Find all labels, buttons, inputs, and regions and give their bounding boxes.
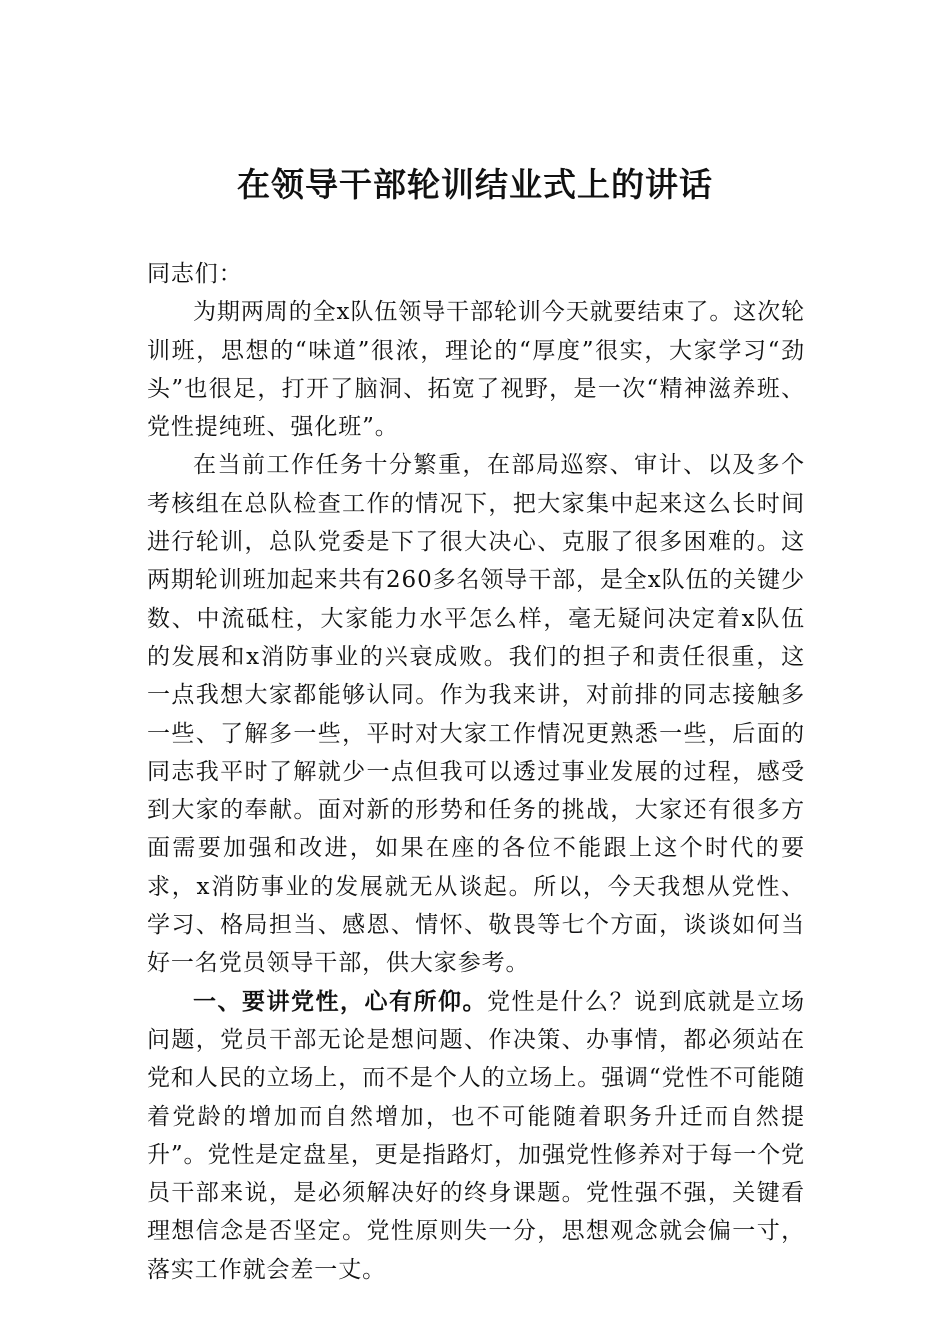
paragraph-context: 在当前工作任务十分繁重，在部局巡察、审计、以及多个考核组在总队检查工作的情况下，把大家集中起来这么长时间进行轮训，总队党委是下了很大决心、克服了很多困难的。这两期轮训班加起来共有260多名领导干部，是全x队伍的关键少数、中流砥柱，大家能力水平怎么样，毫无疑问决定着x队伍的发展和x消防事业的兴衰成败。我们的担子和责任很重，这一点我想大家都能够认同。作为我来讲，对前排的同志接触多一些、了解多一些，平时对大家工作情况更熟悉一些，后面的同志我平时了解就少一点但我可以透过事业发展的过程，感受到大家的奉献。面对新的形势和任务的挑战，大家还有很多方面需要加强和改进，如果在座的各位不能跟上这个时代的要求，x消防事业的发展就无从谈起。所以，今天我想从党性、学习、格局担当、感恩、情怀、敬畏等七个方面，谈谈如何当好一名党员领导干部，供大家参考。 <box>147 452 805 977</box>
paragraph-section-one <box>147 983 805 1289</box>
document-body <box>147 255 805 1289</box>
salutation: 同志们： <box>147 261 243 287</box>
section-one-heading: 一、要讲党性，心有所仰。 <box>193 988 488 1015</box>
document-title: 在领导干部轮训结业式上的讲话 <box>237 165 713 204</box>
paragraph-opening: 为期两周的全x队伍领导干部轮训今天就要结束了。这次轮训班，思想的“味道”很浓，理论的“厚度”很实，大家学习“劲头”也很足，打开了脑洞、拓宽了视野，是一次“精神滋养班、党性提纯班、强化班”。 <box>147 299 805 441</box>
section-one-text: 党性是什么？说到底就是立场问题，党员干部无论是想问题、作决策、办事情，都必须站在党和人民的立场上，而不是个人的立场上。强调“党性不可能随着党龄的增加而自然增加，也不可能随着职务升迁而自然提升”。党性是定盘星，更是指路灯，加强党性修养对于每一个党员干部来说，是必须解决好的终身课题。党性强不强，关键看理想信念是否坚定。党性原则失一分，思想观念就会偏一寸，落实工作就会差一丈。 <box>147 988 805 1283</box>
